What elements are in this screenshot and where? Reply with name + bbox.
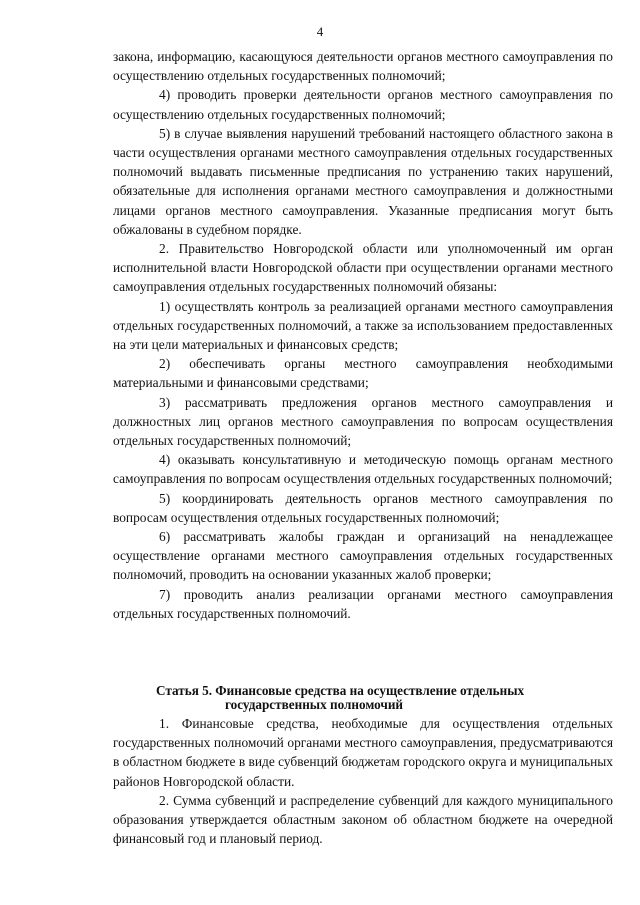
- paragraph: 4) оказывать консультативную и методическую помощь органам местного самоуправления по вопросам осуществления отдельных государственных полномочий;: [113, 452, 613, 487]
- paragraph: 5) координировать деятельность органов местного самоуправления по вопросам осуществления отдельных государственных полномочий;: [113, 490, 613, 525]
- paragraph: 7) проводить анализ реализации органами местного самоуправления отдельных государственных полномочий.: [113, 586, 613, 621]
- paragraph: 6) рассматривать жалобы граждан и организаций на ненадлежащее осуществление органами местного самоуправления отдельных государственных полномочий, проводить на основании указанных жалоб проверки;: [113, 529, 613, 583]
- paragraph: 2. Сумма субвенций и распределение субвенций для каждого муниципального образования утверждается областным законом об областном бюджете на очередной финансовый год и плановый период.: [113, 792, 613, 847]
- paragraph: 1) осуществлять контроль за реализацией органами местного самоуправления отдельных государственных полномочий, а также за использованием предоставленных на эти цели материальных и финансовых средств;: [113, 298, 613, 353]
- paragraph: 4) проводить проверки деятельности органов местного самоуправления по осуществлению отдельных государственных полномочий;: [113, 87, 613, 122]
- paragraph: 1. Финансовые средства, необходимые для осуществления отдельных государственных полномочий органами местного самоуправления, предусматриваются в областном бюджете в виде субвенций бюджетам городского округа и муниципальных районов Новгородской области.: [113, 716, 613, 789]
- article-body-text: [113, 714, 613, 848]
- article-heading-line-2: государственных полномочий: [225, 697, 404, 712]
- article-heading-line-1: Статья 5. Финансовые средства на осуществление отдельных: [156, 683, 525, 698]
- paragraph: 3) рассматривать предложения органов местного самоуправления и должностных лиц органов местного самоуправления по вопросам осуществления отдельных государственных полномочий;: [113, 394, 613, 449]
- paragraph: 5) в случае выявления нарушений требований настоящего областного закона в части осуществления органами местного самоуправления отдельных государственных полномочий выдавать письменные предписания по устранению таких нарушений, обязательные для исполнения органами местного самоуправления и должностными лицами органов местного самоуправления. Указанные предписания могут быть обжалованы в судебном порядке.: [113, 125, 613, 237]
- paragraph: 2. Правительство Новгородской области или уполномоченный им орган исполнительной власти Новгородской области при осуществлении органами местного самоуправления отдельных государственных полномочий обязаны:: [113, 241, 613, 295]
- body-text: [113, 47, 613, 623]
- article-heading: [156, 684, 606, 712]
- page-number: 4: [316, 24, 324, 39]
- paragraph: закона, информацию, касающуюся деятельности органов местного самоуправления по осуществлению отдельных государственных полномочий;: [113, 49, 613, 84]
- paragraph: 2) обеспечивать органы местного самоуправления необходимыми материальными и финансовыми средствами;: [113, 356, 613, 391]
